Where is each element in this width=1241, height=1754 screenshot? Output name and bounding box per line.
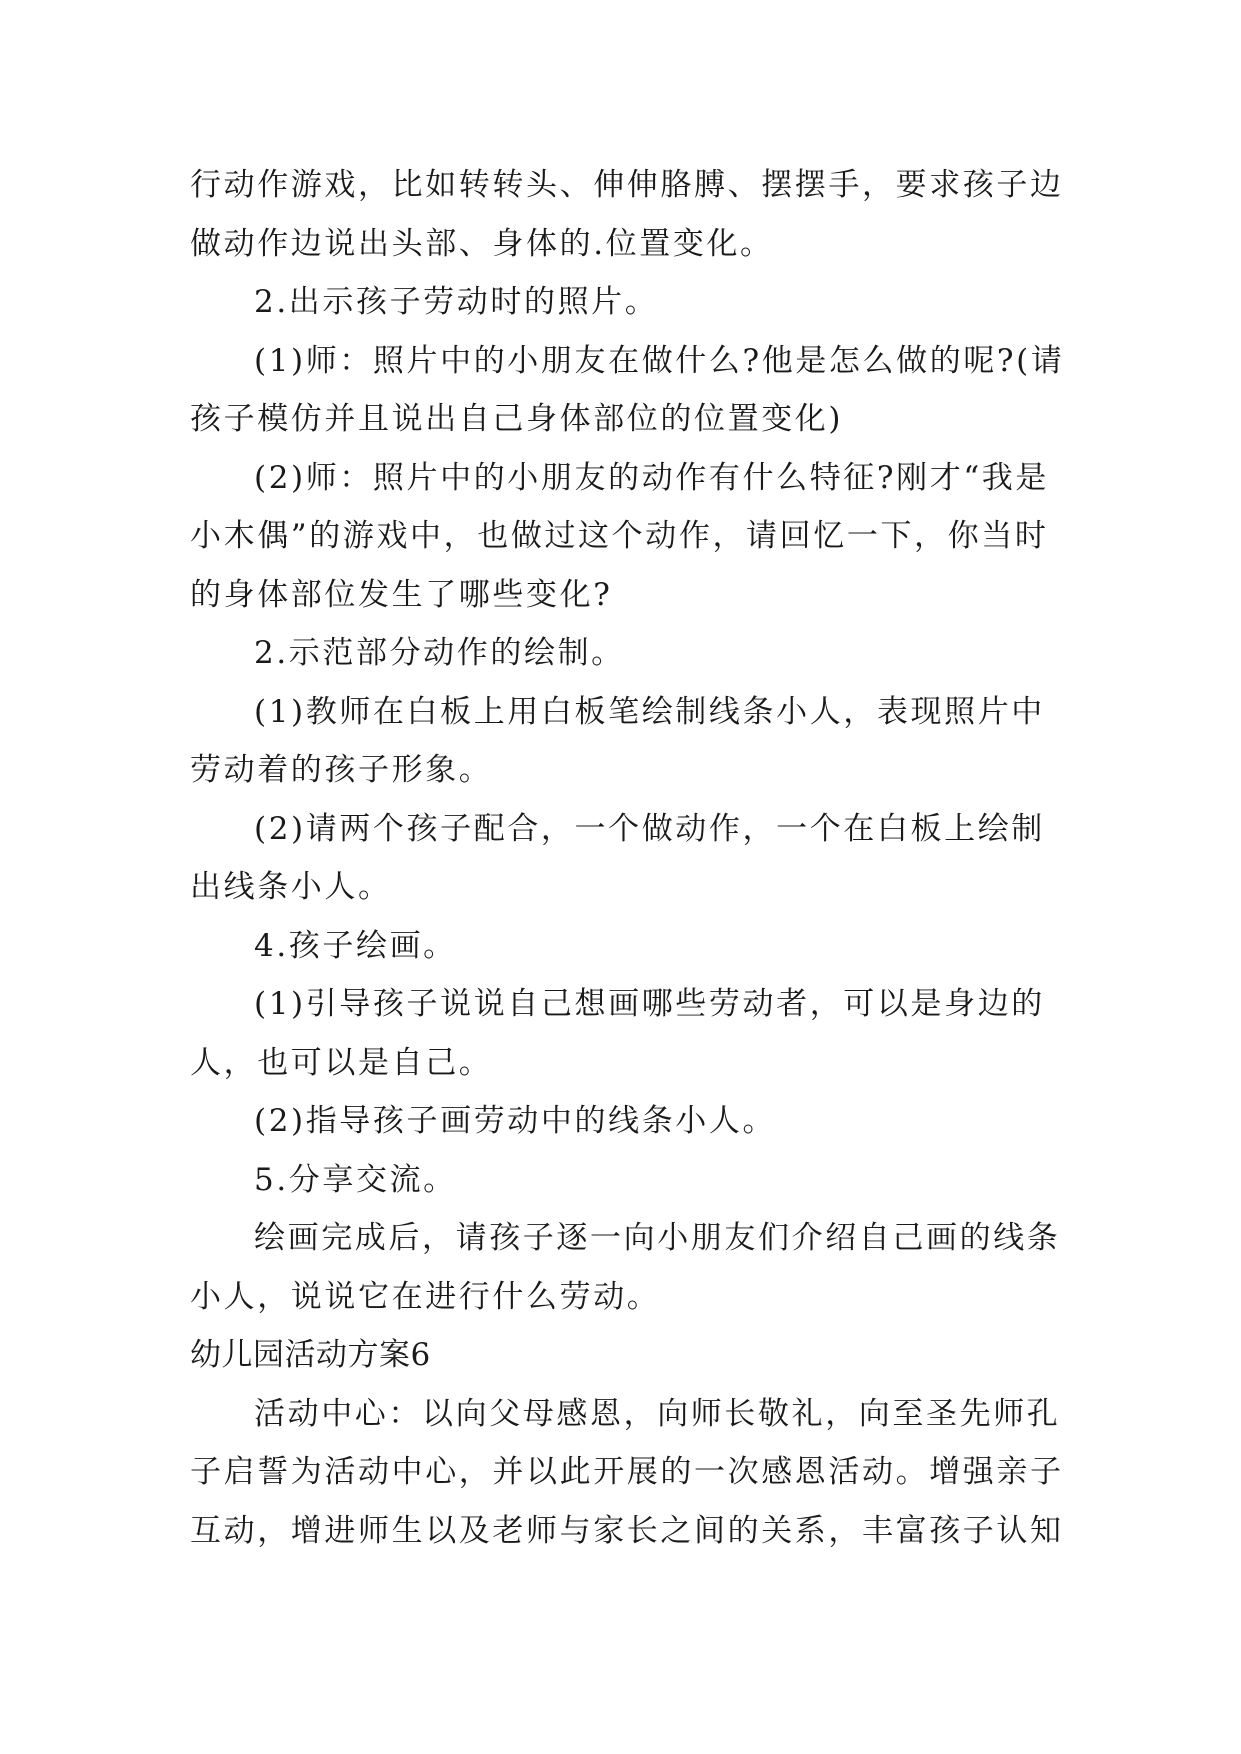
text-line: 小人，说说它在进行什么劳动。 <box>190 1278 661 1315</box>
text-line: 出线条小人。 <box>190 869 392 905</box>
text-line: 2.出示孩子劳动时的照片。 <box>254 284 659 320</box>
text-line: (1)教师在白板上用白板笔绘制线条小人，表现照片中 <box>254 693 1045 730</box>
text-line: 活动中心：以向父母感恩，向师长敬礼，向至圣先师孔 <box>254 1395 1061 1432</box>
text-line: 2.示范部分动作的绘制。 <box>254 635 625 671</box>
text-line: 子启誓为活动中心，并以此开展的一次感恩活动。增强亲子 <box>190 1454 1064 1490</box>
text-line: (2)师：照片中的小朋友的动作有什么特征?刚才“我是 <box>254 459 1049 496</box>
text-line: 4.孩子绘画。 <box>254 927 457 964</box>
text-line: 孩子模仿并且说出自己身体部位的位置变化) <box>190 401 844 437</box>
text-line: (2)请两个孩子配合，一个做动作，一个在白板上绘制 <box>254 810 1045 847</box>
text-line: 做动作边说出头部、身体的.位置变化。 <box>190 225 774 262</box>
text-line: (1)引导孩子说说自己想画哪些劳动者，可以是身边的 <box>254 986 1045 1022</box>
text-line: 的身体部位发生了哪些变化? <box>190 576 613 613</box>
text-line: 劳动着的孩子形象。 <box>190 752 493 788</box>
text-line: (2)指导孩子画劳动中的线条小人。 <box>254 1103 777 1139</box>
text-line: 绘画完成后，请孩子逐一向小朋友们介绍自己画的线条 <box>254 1220 1061 1256</box>
text-line: 小木偶”的游戏中，也做过这个动作，请回忆一下，你当时 <box>190 518 1049 554</box>
text-line: (1)师：照片中的小朋友在做什么?他是怎么做的呢?(请 <box>254 342 1065 379</box>
text-line: 互动，增进师生以及老师与家长之间的关系，丰富孩子认知 <box>190 1512 1064 1549</box>
text-line: 人，也可以是自己。 <box>190 1044 493 1081</box>
text-line: 行动作游戏，比如转转头、伸伸胳膊、摆摆手，要求孩子边 <box>190 167 1064 203</box>
section-heading: 幼儿园活动方案6 <box>190 1337 431 1373</box>
text-line: 5.分享交流。 <box>254 1161 457 1198</box>
document-body <box>190 156 1065 1560</box>
